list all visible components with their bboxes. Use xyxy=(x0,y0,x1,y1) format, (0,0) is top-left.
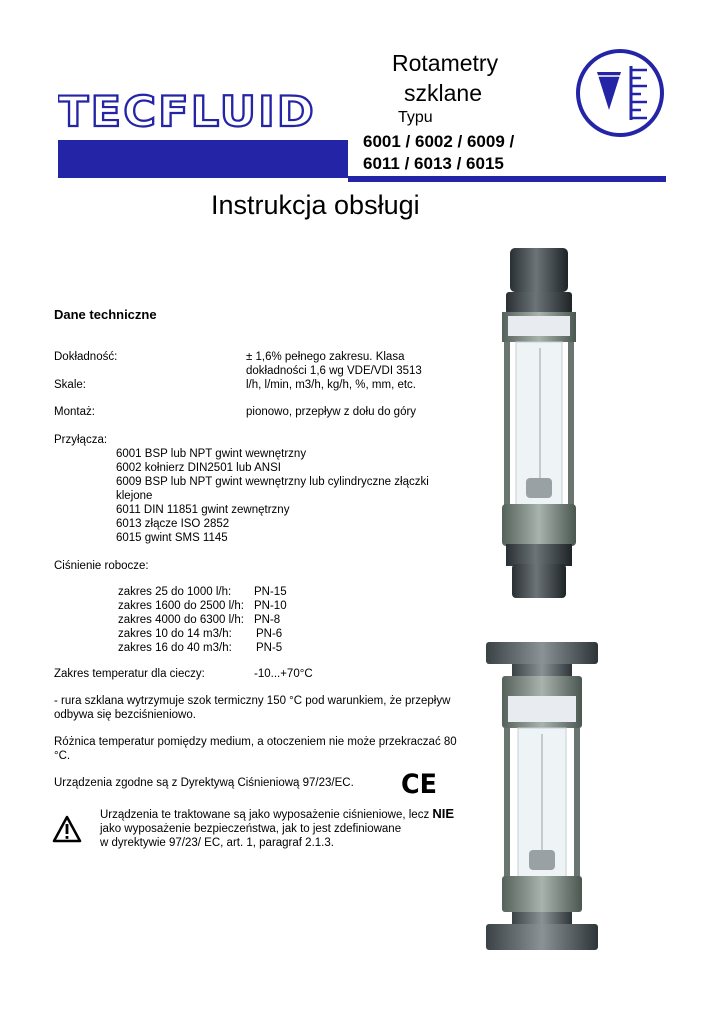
warning-line-2: jako wyposażenie bezpieczeństwa, jak to jest zdefiniowane xyxy=(100,823,402,835)
header-blue-bar xyxy=(58,140,348,178)
directive-note: Urządzenia zgodne są z Dyrektywą Ciśnieniową 97/23/EC. xyxy=(54,777,354,789)
pressure-pn: PN-5 xyxy=(256,642,283,654)
doc-title-line2: szklane xyxy=(404,80,482,106)
accuracy-value-2: dokładności 1,6 wg VDE/VDI 3513 xyxy=(246,365,422,377)
temperature-value: -10...+70°C xyxy=(254,668,313,680)
models-line1: 6001 / 6002 / 6009 / xyxy=(363,132,515,151)
connections-label: Przyłącza: xyxy=(54,434,108,446)
pressure-pn: PN-6 xyxy=(256,628,283,640)
connection-item: 6013 złącze ISO 2852 xyxy=(116,518,230,530)
mounting-label: Montaż: xyxy=(54,406,95,418)
pressure-range: zakres 16 do 40 m3/h: xyxy=(118,642,232,654)
pressure-range: zakres 4000 do 6300 l/h: xyxy=(118,614,244,626)
pressure-range: zakres 1600 do 2500 l/h: xyxy=(118,600,244,612)
section-title: Dane techniczne xyxy=(54,307,157,322)
models-line2: 6011 / 6013 / 6015 xyxy=(363,154,504,173)
pressure-pn: PN-10 xyxy=(254,600,287,612)
tecfluid-logo xyxy=(58,86,320,136)
accuracy-label: Dokładność: xyxy=(54,351,118,363)
scales-value: l/h, l/min, m3/h, kg/h, %, mm, etc. xyxy=(246,379,416,391)
header-rule xyxy=(348,176,666,182)
brand-text: TECFLUID xyxy=(58,87,316,136)
connection-item: 6009 BSP lub NPT gwint wewnętrzny lub cylindryczne złączki xyxy=(116,476,429,488)
temperature-difference-note: Różnica temperatur pomiędzy medium, a otoczeniem nie może przekraczać 80 °C. xyxy=(54,736,457,762)
warning-triangle-icon xyxy=(52,815,82,843)
connection-item: klejone xyxy=(116,490,153,502)
ce-mark-text: CE xyxy=(401,769,437,796)
scales-label: Skale: xyxy=(54,379,86,391)
pressure-pn: PN-8 xyxy=(254,614,281,626)
pressure-range: zakres 25 do 1000 l/h: xyxy=(118,586,232,598)
rotameter-flanged-photo xyxy=(482,636,602,958)
accuracy-value-1: ± 1,6% pełnego zakresu. Klasa xyxy=(246,351,405,363)
ce-mark-icon xyxy=(400,768,438,796)
warning-line-3: w dyrektywie 97/23/ EC, art. 1, paragraf 2.1.3. xyxy=(100,837,334,849)
mounting-value: pionowo, przepływ z dołu do góry xyxy=(246,406,417,418)
connection-item: 6011 DIN 11851 gwint zewnętrzny xyxy=(116,504,290,516)
rotameter-threaded-photo xyxy=(480,236,600,608)
warning-part1: Urządzenia te traktowane są jako wyposażenie ciśnieniowe, lecz xyxy=(100,809,430,821)
connection-item: 6001 BSP lub NPT gwint wewnętrzny xyxy=(116,448,307,460)
pressure-pn: PN-15 xyxy=(254,586,287,598)
main-title: Instrukcja obsługi xyxy=(211,190,420,220)
connection-item: 6002 kołnierz DIN2501 lub ANSI xyxy=(116,462,281,474)
warning-line-1 xyxy=(100,807,454,822)
connection-item: 6015 gwint SMS 1145 xyxy=(116,532,228,544)
flowmeter-emblem-icon xyxy=(575,48,665,138)
warning-emphasis: NIE xyxy=(432,806,455,821)
pressure-label: Ciśnienie robocze: xyxy=(54,560,149,572)
thermal-note: - rura szklana wytrzymuje szok termiczny 150 °C pod warunkiem, że przepływ odbywa się bezciśnieniowo. xyxy=(54,695,451,721)
temperature-label: Zakres temperatur dla cieczy: xyxy=(54,668,205,680)
doc-title-line1: Rotametry xyxy=(392,50,499,76)
type-label: Typu xyxy=(398,109,433,126)
pressure-range: zakres 10 do 14 m3/h: xyxy=(118,628,232,640)
